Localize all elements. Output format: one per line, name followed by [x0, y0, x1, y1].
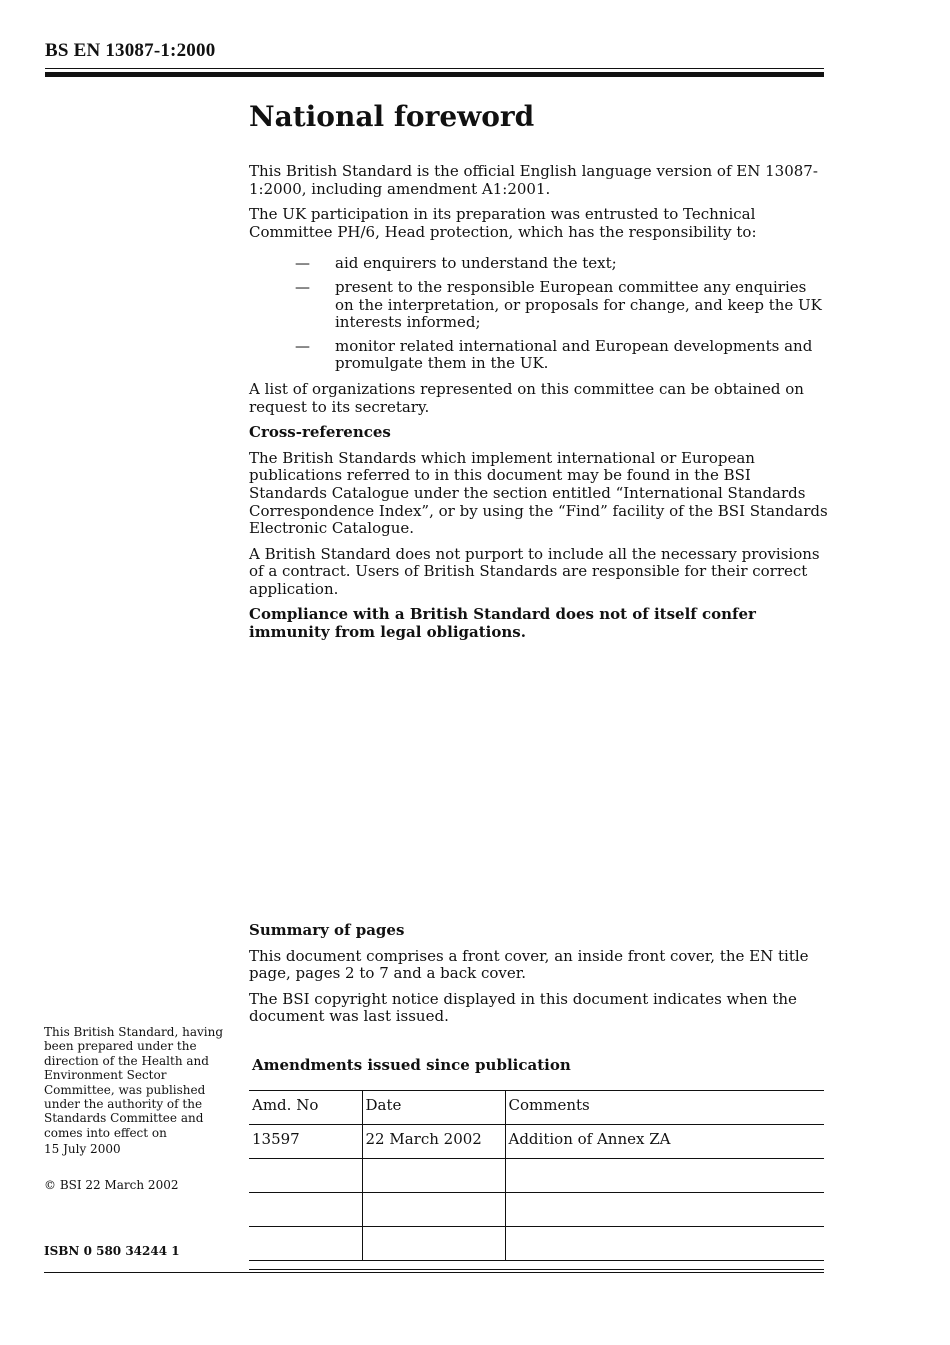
crossref-heading: Cross-references — [249, 423, 391, 442]
table-cell — [249, 1193, 362, 1227]
table-bottom-rule — [249, 1269, 824, 1270]
publication-note — [44, 1025, 234, 1157]
table-row — [249, 1125, 824, 1159]
table-cell — [362, 1193, 505, 1227]
copyright-notice-paragraph: The BSI copyright notice displayed in this document indicates when the document was last issued. — [249, 989, 797, 1026]
paragraph-crossrefs: The British Standards which implement international or European publications referred to in this document may be found in the BSI Standards Catalogue under the section entitled “International Standards Correspondence Index”, or by using the “Find” facility of the BSI Standards Electronic Catalogue. — [249, 448, 828, 538]
table-cell: 22 March 2002 — [362, 1125, 505, 1159]
summary-heading: Summary of pages — [249, 921, 405, 939]
table-row — [249, 1193, 824, 1227]
foreword-body — [249, 163, 829, 650]
column-header: Amd. No — [249, 1091, 362, 1125]
footer-rule — [44, 1272, 824, 1273]
header-rule-thin — [45, 68, 824, 69]
table-cell — [249, 1159, 362, 1193]
table-cell — [505, 1227, 824, 1261]
list-item: — monitor related international and European developments and promulgate them in the UK. — [295, 336, 813, 373]
table-cell: 13597 — [249, 1125, 362, 1159]
column-header: Date — [362, 1091, 505, 1125]
page-title: National foreword — [249, 100, 535, 133]
table-cell — [362, 1227, 505, 1261]
table-cell: Addition of Annex ZA — [505, 1125, 824, 1159]
paragraph-compliance: Compliance with a British Standard does not of itself confer immunity from legal obligations. — [249, 605, 756, 642]
paragraph-organizations: A list of organizations represented on this committee can be obtained on request to its secretary. — [249, 379, 804, 416]
table-header-row — [249, 1091, 824, 1125]
publication-note-text: This British Standard, having been prepared under the direction of the Health and Environment Sector Committee, was published under the authority of the Standards Committee and comes into effect on — [44, 1025, 224, 1140]
paragraph-uk-participation: The UK participation in its preparation was entrusted to Technical Committee PH/6, Head protection, which has the responsibility to: — [249, 205, 757, 241]
responsibility-list — [249, 255, 829, 373]
table-row — [249, 1227, 824, 1261]
dash-marker: — — [295, 336, 310, 355]
summary-of-pages — [249, 922, 829, 1034]
column-header: Comments — [505, 1091, 824, 1125]
table-cell — [505, 1193, 824, 1227]
isbn: ISBN 0 580 34244 1 — [44, 1244, 180, 1258]
amendments-table — [249, 1090, 824, 1261]
effective-date: 15 July 2000 — [44, 1142, 121, 1157]
table-cell — [505, 1159, 824, 1193]
copyright-line: © BSI 22 March 2002 — [44, 1178, 179, 1192]
list-item: — aid enquirers to understand the text; — [295, 254, 617, 273]
paragraph-official-version: This British Standard is the official English language version of EN 13087-1:2000, including amendment A1:2001. — [249, 162, 818, 198]
table-cell — [249, 1227, 362, 1261]
dash-marker: — — [295, 277, 310, 296]
list-item: — present to the responsible European committee any enquiries on the interpretation, or proposals for change, and keep the UK interests informed; — [295, 277, 822, 332]
table-row — [249, 1159, 824, 1193]
summary-paragraph: This document comprises a front cover, an inside front cover, the EN title page, pages 2 to 7 and a back cover. — [249, 946, 809, 983]
table-cell — [362, 1159, 505, 1193]
document-id: BS EN 13087-1:2000 — [45, 40, 216, 61]
amendments-title: Amendments issued since publication — [252, 1056, 571, 1074]
dash-marker: — — [295, 254, 310, 273]
header-rule-thick — [45, 72, 824, 77]
paragraph-provisions: A British Standard does not purport to include all the necessary provisions of a contract. Users of British Standards are responsible for their correct application. — [249, 544, 820, 598]
